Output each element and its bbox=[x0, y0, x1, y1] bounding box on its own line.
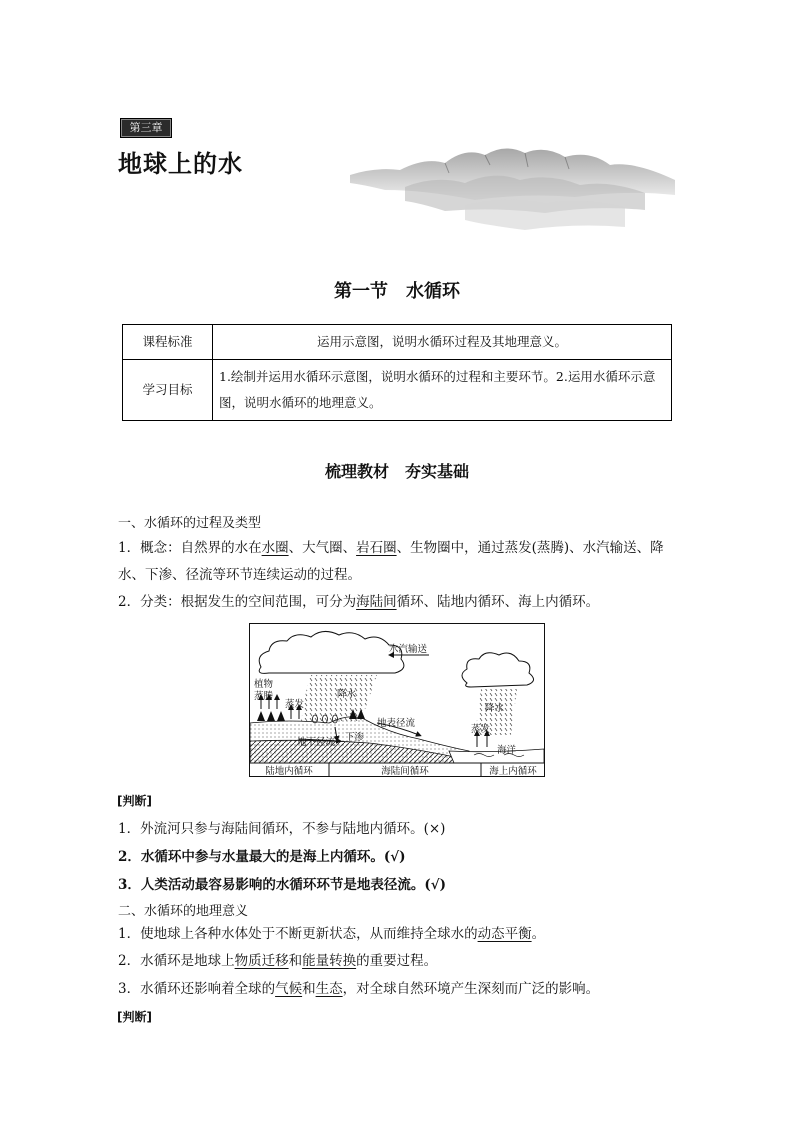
part-title-right: 夯实基础 bbox=[405, 462, 470, 481]
curriculum-table bbox=[122, 324, 672, 421]
label-underground-runoff: 地下径流 bbox=[297, 737, 336, 748]
label-surface-runoff: 地表径流 bbox=[377, 718, 416, 729]
answer-underline: 物质迁移 bbox=[234, 953, 289, 969]
table-label-cell: 学习目标 bbox=[123, 360, 213, 421]
paragraph-significance-1: 1．使地球上各种水体处于不断更新状态，从而维持全球水的动态平衡。 bbox=[118, 926, 546, 942]
judge-item: 3．人类活动最容易影响的水循环环节是地表径流。(√) bbox=[118, 877, 447, 893]
label-precipitation-sea: 降水 bbox=[485, 703, 505, 714]
table-content-cell: 1.绘制并运用水循环示意图，说明水循环的过程和主要环节。2.运用水循环示意图，说明水循环的地理意义。 bbox=[213, 360, 672, 421]
judge-tag: [判断] bbox=[117, 1010, 152, 1024]
footer-sea-cycle: 海上内循环 bbox=[489, 766, 537, 777]
answer-underline: 海陆间 bbox=[356, 594, 397, 610]
label-precipitation-land: 降水 bbox=[337, 689, 357, 700]
paragraph-significance-3: 3．水循环还影响着全球的气候和生态，对全球自然环境产生深刻而广泛的影响。 bbox=[118, 981, 600, 997]
label-infiltration: 下渗 bbox=[345, 732, 365, 743]
answer-underline: 岩石圈 bbox=[356, 540, 397, 556]
heading-process-types: 一、水循环的过程及类型 bbox=[118, 516, 262, 531]
answer-underline: 能量转换 bbox=[302, 953, 357, 969]
judge-tag: [判断] bbox=[117, 794, 152, 808]
paragraph-significance-2: 2．水循环是地球上物质迁移和能量转换的重要过程。 bbox=[118, 953, 438, 969]
label-evaporation-land: 蒸发 bbox=[285, 699, 305, 710]
label-evaporation-sea: 蒸发 bbox=[471, 724, 491, 735]
footer-land-cycle: 陆地内循环 bbox=[265, 766, 313, 777]
section-title bbox=[0, 277, 794, 303]
water-cycle-diagram bbox=[249, 623, 545, 777]
table-row bbox=[123, 360, 672, 421]
footer-sea-land-cycle: 海陆间循环 bbox=[381, 766, 429, 777]
answer-underline: 水圈 bbox=[261, 540, 289, 556]
heading-significance: 二、水循环的地理意义 bbox=[118, 904, 249, 919]
label-transpiration: 蒸腾 bbox=[254, 691, 274, 702]
answer-underline: 动态平衡 bbox=[477, 926, 532, 942]
table-label-cell: 课程标准 bbox=[123, 325, 213, 360]
part-title-left: 梳理教材 bbox=[324, 462, 389, 481]
section-number: 第一节 bbox=[334, 281, 388, 302]
table-row bbox=[123, 325, 672, 360]
mountain-illustration bbox=[345, 135, 680, 235]
part-title bbox=[0, 459, 794, 482]
paragraph-concept: 1．概念：自然界的水在水圈、大气圈、岩石圈、生物圈中，通过蒸发(蒸腾)、水汽输送、降水、下渗、径流等环节连续运动的过程。 bbox=[118, 540, 664, 583]
judge-item: 1．外流河只参与海陆间循环，不参与陆地内循环。(×) bbox=[118, 821, 446, 837]
label-plant: 植物 bbox=[254, 679, 274, 690]
paragraph-classification: 2．分类：根据发生的空间范围，可分为海陆间循环、陆地内循环、海上内循环。 bbox=[118, 594, 600, 610]
chapter-title: 地球上的水 bbox=[118, 150, 243, 178]
label-transport: 水汽输送 bbox=[389, 644, 428, 655]
chapter-badge: 第三章 bbox=[120, 118, 172, 138]
section-name: 水循环 bbox=[406, 281, 460, 302]
table-content-cell: 运用示意图，说明水循环过程及其地理意义。 bbox=[213, 325, 672, 360]
answer-underline: 生态 bbox=[315, 981, 343, 997]
judge-item: 2．水循环中参与水量最大的是海上内循环。(√) bbox=[118, 849, 406, 865]
answer-underline: 气候 bbox=[275, 981, 303, 997]
label-ocean: 海洋 bbox=[497, 745, 517, 756]
